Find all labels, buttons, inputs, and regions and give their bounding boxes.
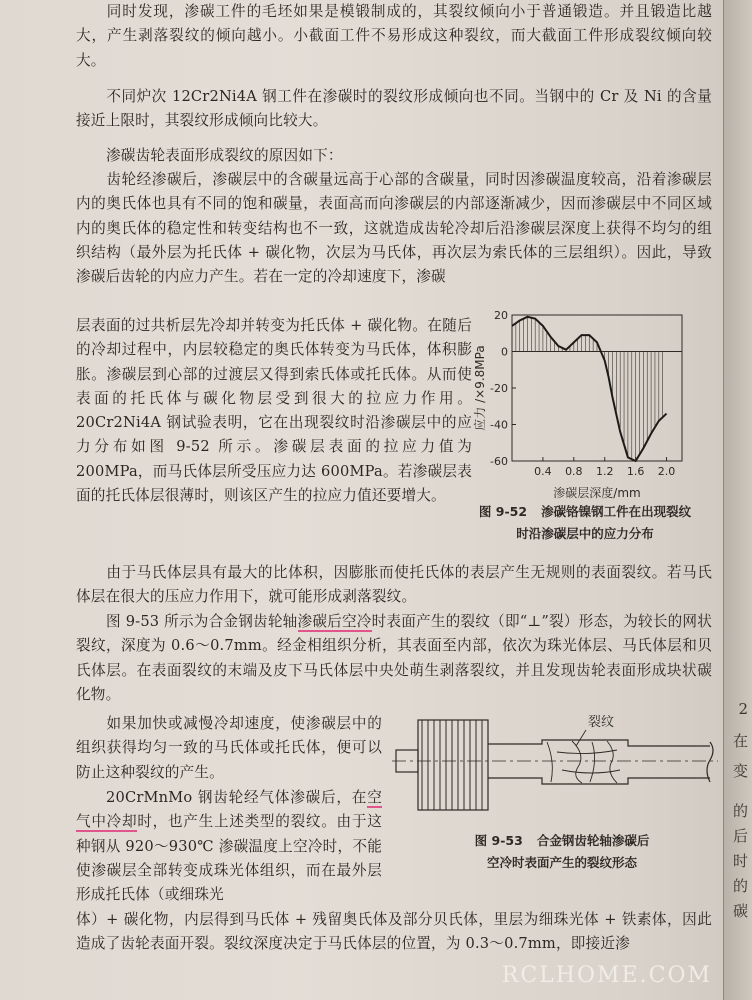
side-char-5: 后 bbox=[732, 827, 748, 845]
y-tick-label: 0 bbox=[501, 345, 508, 359]
x-tick-label: 1.2 bbox=[595, 465, 614, 478]
highlight-carburize-aircool: 渗碳后空冷 bbox=[297, 613, 372, 630]
figure-9-53-caption-line2: 空冷时表面产生的裂纹形态 bbox=[486, 855, 637, 870]
side-char-3: 变 bbox=[732, 762, 748, 780]
y-axis-label: 应力 /×9.8MPa bbox=[473, 345, 487, 431]
paragraph-8: 20CrMnMo 钢齿轮经气体渗碳后，在空气中冷却时，也产生上述类型的裂纹。由于这种钢从 920～930℃ 渗碳温度上空冷时，不能使渗碳层全部转变成珠光体组织，而在最外层形成托氏体（或细珠光 bbox=[76, 789, 382, 904]
side-char-6: 时 bbox=[732, 852, 748, 870]
plot-frame bbox=[512, 315, 682, 461]
paragraph-7: 如果加快或减慢冷却速度，使渗碳层中的组织获得均匀一致的马氏体或托氏体，便可以防止这种裂纹的产生。 bbox=[76, 715, 382, 781]
side-char-7: 的 bbox=[732, 877, 748, 895]
x-tick-label: 1.6 bbox=[626, 465, 645, 478]
paragraph-3: 渗碳齿轮表面形成裂纹的原因如下： bbox=[106, 147, 343, 164]
paragraph-9: 体）+ 碳化物，内层得到马氏体 + 残留奥氏体及部分贝氏体，里层为细珠光体 + 铁素体，因此造成了齿轮表面开裂。裂纹深度决定于马氏体层的位置，为 0.3～0.7mm，即接近渗 bbox=[76, 911, 712, 953]
paragraph-2: 不同炉次 12Cr2Ni4A 钢工件在渗碳时的裂纹形成倾向也不同。当钢中的 Cr 及 Ni 的含量接近上限时，其裂纹形成倾向比较大。 bbox=[76, 88, 712, 130]
adjacent-page-edge bbox=[723, 0, 752, 1000]
figure-9-53 bbox=[392, 712, 722, 870]
figure-9-53-caption bbox=[412, 830, 712, 874]
figure-9-53-caption-line1: 合金钢齿轮轴渗碳后 bbox=[536, 833, 650, 848]
paragraph-1: 同时发现，渗碳工件的毛坯如果是模锻制成的，其裂纹倾向小于普通锻造。并且锻造比越大，产生剥落裂纹的倾向越小。小截面工件不易形成这种裂纹，而大截面工件形成裂纹倾向较大。 bbox=[76, 3, 712, 69]
y-tick-label: 20 bbox=[494, 309, 508, 322]
paragraph-4-continued: 层表面的过共析层先冷却并转变为托氏体 + 碳化物。在随后的冷却过程中，内层较稳定的奥氏体转变为马氏体，体积膨胀。渗碳层到心部的过渡层又得到索氏体或托氏体。从而使表面的托氏体与碳化物层受到很大的拉应力作用。20Cr2Ni4A 钢试验表明，它在出现裂纹时沿渗碳层中的应力分布如图 9-52 所示。渗碳层表面的拉应力值为 200MPa，而马氏体层所受压应力达 600MPa。若渗碳层表面的托氏体层很薄时，则该区产生的拉应力值还要增大。 bbox=[76, 317, 472, 505]
side-char-4: 的 bbox=[732, 802, 748, 820]
y-tick-label: -40 bbox=[490, 418, 508, 432]
x-tick-label: 0.4 bbox=[534, 465, 552, 478]
figure-9-52-caption bbox=[460, 501, 710, 545]
highlight-air-cooling: 空气中冷却 bbox=[76, 789, 382, 831]
x-tick-label: 2.0 bbox=[657, 465, 676, 478]
watermark: RCLHOME.COM bbox=[501, 963, 712, 988]
figure-9-52-caption-line2: 时沿渗碳层中的应力分布 bbox=[516, 526, 654, 541]
y-tick-label: -60 bbox=[490, 455, 508, 468]
stress-distribution-chart bbox=[470, 305, 710, 505]
crack-label: 裂纹 bbox=[588, 715, 615, 730]
figure-9-52-caption-line1: 渗碳铬镍钢工件在出现裂纹 bbox=[541, 504, 692, 519]
gear-shaft-drawing bbox=[392, 712, 722, 827]
figure-9-52-number: 图 9-52 bbox=[478, 504, 528, 519]
y-tick-label: -20 bbox=[490, 382, 508, 395]
side-char-1: 2 bbox=[738, 700, 748, 718]
paragraph-4: 齿轮经渗碳后，渗碳层中的含碳量远高于心部的含碳量，同时因渗碳温度较高，沿着渗碳层内的奥氏体也具有不同的饱和碳量，表面高而向渗碳层的内部逐渐减少，因而渗碳层中不同区域内的奥氏体的稳定性和转变结构也不一致，这就造成齿轮冷却后沿渗碳层深度上获得不均匀的组织结构（最外层为托氏体 + 碳化物，次层为马氏体，再次层为索氏体的三层组织）。因此，导致渗碳后齿轮的内应力产生。若在一定的冷却速度下，渗碳 bbox=[76, 171, 712, 286]
paragraph-6: 图 9-53 所示为合金钢齿轮轴渗碳后空冷时表面产生的裂纹（即“⊥”裂）形态，为较长的网状裂纹，深度为 0.6～0.7mm。经金相组织分析，其表面至内部，依次为珠光体层、马氏体层和贝氏体层。在表面裂纹的末端及皮下马氏体层中央处萌生剥落裂纹，并且发现齿轮表面形成块状碳化物。 bbox=[76, 613, 712, 703]
side-char-2: 在 bbox=[732, 732, 748, 750]
x-axis-label: 渗碳层深度/mm bbox=[553, 486, 641, 500]
x-tick-label: 0.8 bbox=[565, 465, 583, 478]
paragraph-5: 由于马氏体层具有最大的比体积，因膨胀而使托氏体的表层产生无规则的表面裂纹。若马氏体层在很大的压应力作用下，就可能形成剥落裂纹。 bbox=[76, 564, 712, 606]
figure-9-53-number: 图 9-53 bbox=[474, 833, 523, 848]
figure-9-52 bbox=[470, 305, 710, 555]
side-char-8: 碳 bbox=[732, 902, 748, 920]
